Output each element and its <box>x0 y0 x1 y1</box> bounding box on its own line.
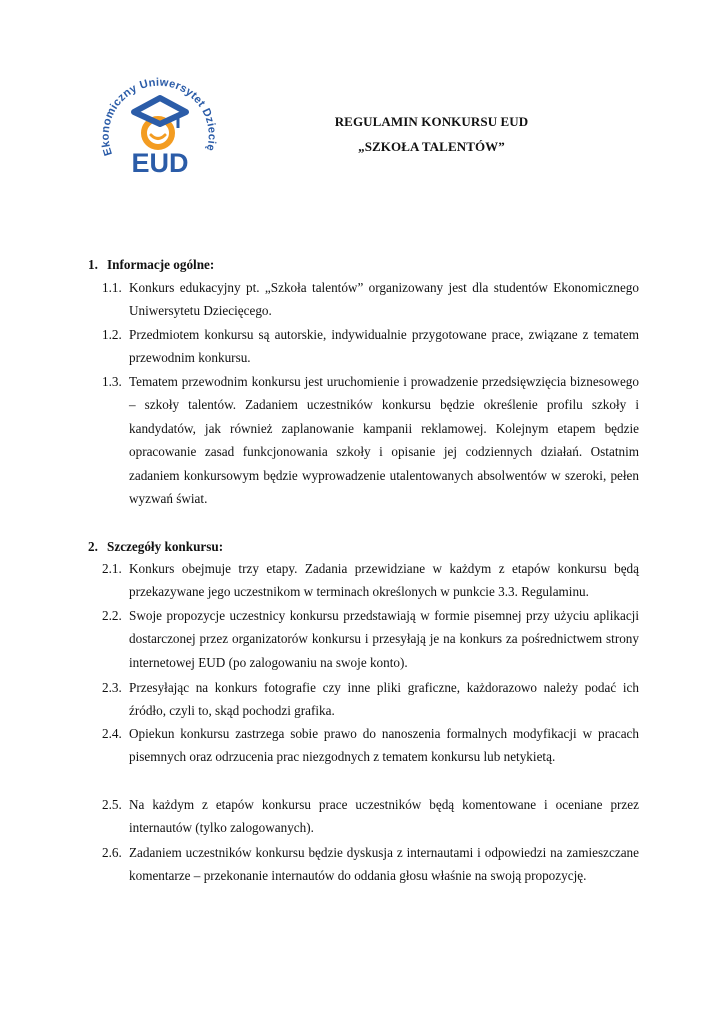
eud-logo <box>100 70 222 186</box>
item-number: 2.5. <box>102 797 122 812</box>
list-item <box>102 722 639 769</box>
logo-ring-text: Ekonomiczny Uniwersytet Dziecię <box>100 76 218 157</box>
item-text: Zadaniem uczestników konkursu będzie dyskusja z internautami i odpowiedzi na zamieszczane komentarze – przekonanie internautów do oddania głosu właśnie na swoją propozycję. <box>129 845 639 884</box>
item-text: Przedmiotem konkursu są autorskie, indywidualnie przygotowane prace, związane z tematem przewodnim konkursu. <box>129 327 639 366</box>
item-number: 2.3. <box>102 680 122 695</box>
item-text: Konkurs edukacyjny pt. „Szkoła talentów” organizowany jest dla studentów Ekonomicznego Uniwersytetu Dziecięcego. <box>129 280 639 319</box>
list-item <box>102 793 639 840</box>
list-item <box>102 323 639 370</box>
list-item <box>102 604 639 674</box>
item-number: 1.3. <box>102 374 122 389</box>
item-number: 1.2. <box>102 327 122 342</box>
item-text: Konkurs obejmuje trzy etapy. Zadania przewidziane w każdym z etapów konkursu będą przekazywane jego uczestnikom w terminach określonych w punkcie 3.3. Regulaminu. <box>129 561 639 600</box>
item-text: Swoje propozycje uczestnicy konkursu przedstawiają w formie pisemnej przy użyciu aplikacji dostarczonej przez organizatorów konkursu i przesyłają je na konkurs za pośrednictwem strony internetowej EUD (po zalogowaniu na swoje konto). <box>129 608 639 670</box>
item-number: 2.4. <box>102 726 122 741</box>
item-text: Opiekun konkursu zastrzega sobie prawo do nanoszenia formalnych modyfikacji w pracach pisemnych oraz odrzucenia prac niezgodnych z tematem konkursu lub netykietą. <box>129 726 639 765</box>
eud-logo-graphic <box>100 70 222 186</box>
section-number: 2. <box>88 539 98 554</box>
section-number: 1. <box>88 257 98 272</box>
list-item <box>102 676 639 723</box>
section-heading <box>88 254 214 276</box>
section-heading <box>88 536 223 558</box>
list-item <box>102 276 639 323</box>
section-title: Informacje ogólne: <box>107 257 215 272</box>
item-text: Przesyłając na konkurs fotografie czy inne pliki graficzne, każdorazowo należy podać ich źródło, czyli to, skąd pochodzi grafika. <box>129 680 639 719</box>
logo-acronym: EUD <box>131 148 189 178</box>
section-title: Szczegóły konkursu: <box>107 539 224 554</box>
item-number: 2.1. <box>102 561 122 576</box>
item-number: 2.6. <box>102 845 122 860</box>
document-title <box>300 109 563 159</box>
item-text: Na każdym z etapów konkursu prace uczestników będą komentowane i oceniane przez internautów (tylko zalogowanych). <box>129 797 639 836</box>
list-item <box>102 557 639 604</box>
item-text: Tematem przewodnim konkursu jest uruchomienie i prowadzenie przedsięwzięcia biznesowego – szkoły talentów. Zadaniem uczestników konkursu będzie określenie profilu szkoły i kandydatów, jak również zaplanowanie kampanii reklamowej. Kolejnym etapem będzie opracowanie zasad funkcjonowania szkoły i opisanie jej codziennych działań. Ostatnim zadaniem konkursowym będzie wyprowadzenie utalentowanych absolwentów w szeroki, pełen wyzwań świat. <box>129 374 639 507</box>
item-number: 2.2. <box>102 608 122 623</box>
title-line-1: REGULAMIN KONKURSU EUD <box>334 114 529 129</box>
list-item <box>102 370 639 510</box>
list-item <box>102 841 639 888</box>
item-number: 1.1. <box>102 280 122 295</box>
title-line-2: „SZKOŁA TALENTÓW” <box>358 139 505 154</box>
